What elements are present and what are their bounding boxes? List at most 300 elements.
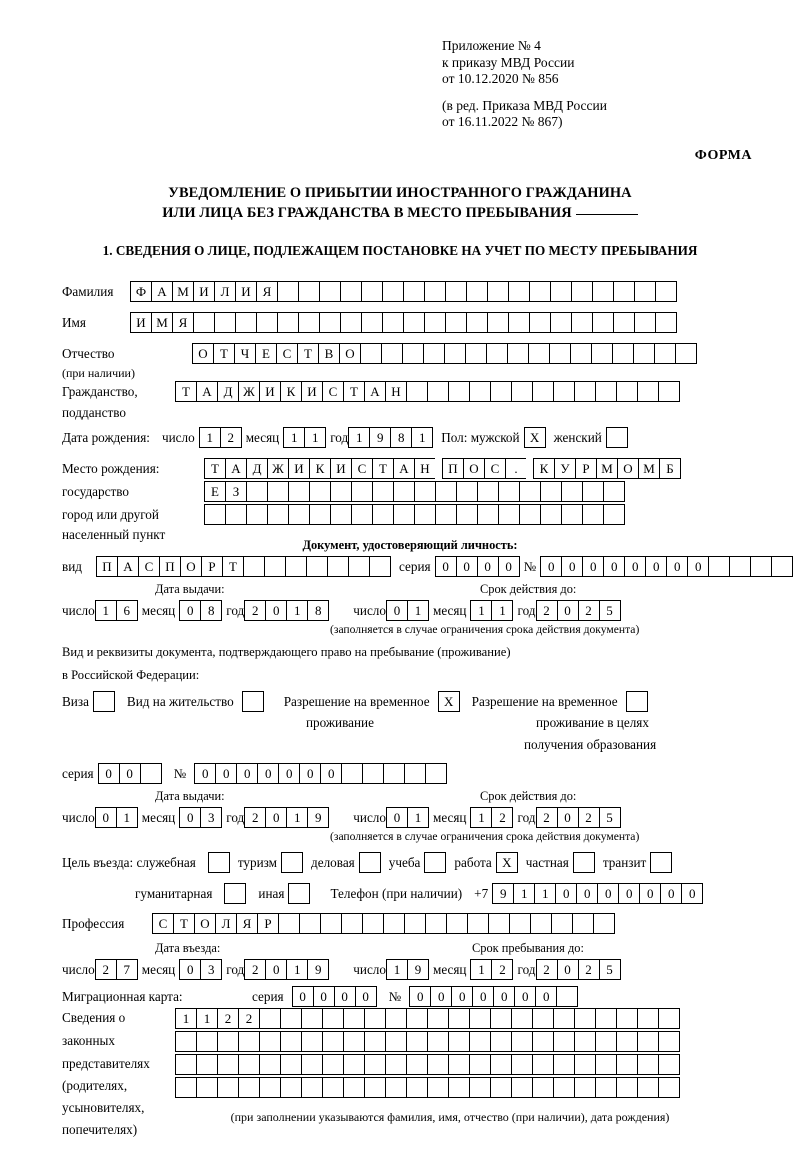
char-cell[interactable]: 0: [451, 986, 473, 1007]
char-cell[interactable]: 0: [456, 556, 478, 577]
char-cell[interactable]: 0: [278, 763, 300, 784]
char-cell[interactable]: [729, 556, 751, 577]
char-cell[interactable]: Л: [214, 281, 236, 302]
char-cell[interactable]: 0: [334, 986, 356, 1007]
char-cell[interactable]: Е: [255, 343, 277, 364]
char-cell[interactable]: [348, 556, 370, 577]
char-cell[interactable]: [385, 1008, 407, 1029]
char-cell[interactable]: [540, 481, 562, 502]
char-cell[interactable]: 0: [355, 986, 377, 1007]
char-cell[interactable]: [490, 381, 512, 402]
char-cell[interactable]: 1: [199, 427, 221, 448]
purpose-other-checkbox[interactable]: [288, 883, 310, 904]
permit-valid-day-cells[interactable]: [386, 807, 429, 828]
char-cell[interactable]: [675, 343, 697, 364]
char-cell[interactable]: М: [638, 458, 660, 479]
char-cell[interactable]: 0: [179, 600, 201, 621]
char-cell[interactable]: 0: [194, 763, 216, 784]
purpose-humanitarian-checkbox[interactable]: [224, 883, 246, 904]
purpose-transit-checkbox[interactable]: [650, 852, 672, 873]
char-cell[interactable]: [385, 1054, 407, 1075]
char-cell[interactable]: [490, 1031, 512, 1052]
char-cell[interactable]: 0: [687, 556, 709, 577]
char-cell[interactable]: 0: [666, 556, 688, 577]
legal-rep-cells-3[interactable]: [175, 1054, 680, 1075]
char-cell[interactable]: 0: [498, 556, 520, 577]
char-cell[interactable]: [193, 312, 215, 333]
char-cell[interactable]: [406, 381, 428, 402]
char-cell[interactable]: [655, 312, 677, 333]
char-cell[interactable]: 0: [95, 807, 117, 828]
char-cell[interactable]: [771, 556, 793, 577]
char-cell[interactable]: [466, 312, 488, 333]
char-cell[interactable]: О: [192, 343, 214, 364]
char-cell[interactable]: [448, 1008, 470, 1029]
char-cell[interactable]: 1: [470, 807, 492, 828]
birthplace-row1-cells[interactable]: [204, 458, 681, 479]
char-cell[interactable]: [267, 481, 289, 502]
char-cell[interactable]: [385, 1077, 407, 1098]
char-cell[interactable]: 0: [603, 556, 625, 577]
stay-day-cells[interactable]: [386, 959, 429, 980]
residence-permit-checkbox[interactable]: [242, 691, 264, 712]
char-cell[interactable]: [445, 312, 467, 333]
char-cell[interactable]: З: [225, 481, 247, 502]
char-cell[interactable]: 2: [491, 959, 513, 980]
char-cell[interactable]: [322, 1008, 344, 1029]
char-cell[interactable]: [238, 1031, 260, 1052]
char-cell[interactable]: [385, 1031, 407, 1052]
entry-day-cells[interactable]: [95, 959, 138, 980]
char-cell[interactable]: [570, 343, 592, 364]
char-cell[interactable]: Я: [256, 281, 278, 302]
char-cell[interactable]: [574, 1054, 596, 1075]
char-cell[interactable]: [435, 481, 457, 502]
char-cell[interactable]: 0: [660, 883, 682, 904]
surname-cells[interactable]: [130, 281, 677, 302]
char-cell[interactable]: А: [151, 281, 173, 302]
char-cell[interactable]: [498, 481, 520, 502]
char-cell[interactable]: [404, 913, 426, 934]
char-cell[interactable]: [340, 312, 362, 333]
char-cell[interactable]: П: [96, 556, 118, 577]
char-cell[interactable]: 0: [576, 883, 598, 904]
char-cell[interactable]: [616, 1008, 638, 1029]
char-cell[interactable]: [259, 1054, 281, 1075]
char-cell[interactable]: [466, 281, 488, 302]
char-cell[interactable]: 0: [257, 763, 279, 784]
char-cell[interactable]: А: [393, 458, 415, 479]
char-cell[interactable]: [616, 1054, 638, 1075]
doc-issue-month-cells[interactable]: [179, 600, 222, 621]
char-cell[interactable]: [488, 913, 510, 934]
char-cell[interactable]: [540, 504, 562, 525]
char-cell[interactable]: [616, 1031, 638, 1052]
char-cell[interactable]: [532, 1008, 554, 1029]
legal-rep-cells-2[interactable]: [175, 1031, 680, 1052]
char-cell[interactable]: [319, 281, 341, 302]
birth-day-cells[interactable]: [199, 427, 242, 448]
char-cell[interactable]: [637, 1054, 659, 1075]
char-cell[interactable]: С: [138, 556, 160, 577]
char-cell[interactable]: [327, 556, 349, 577]
char-cell[interactable]: [427, 1054, 449, 1075]
permit-valid-year-cells[interactable]: [536, 807, 621, 828]
char-cell[interactable]: [637, 1031, 659, 1052]
char-cell[interactable]: О: [463, 458, 485, 479]
char-cell[interactable]: [414, 504, 436, 525]
char-cell[interactable]: [574, 381, 596, 402]
char-cell[interactable]: 0: [430, 986, 452, 1007]
char-cell[interactable]: 2: [95, 959, 117, 980]
char-cell[interactable]: М: [596, 458, 618, 479]
char-cell[interactable]: [364, 1054, 386, 1075]
char-cell[interactable]: 2: [244, 600, 266, 621]
char-cell[interactable]: Т: [204, 458, 226, 479]
char-cell[interactable]: [425, 763, 447, 784]
char-cell[interactable]: [351, 481, 373, 502]
char-cell[interactable]: [572, 913, 594, 934]
char-cell[interactable]: Т: [343, 381, 365, 402]
char-cell[interactable]: [424, 281, 446, 302]
char-cell[interactable]: [511, 1008, 533, 1029]
char-cell[interactable]: 1: [286, 807, 308, 828]
char-cell[interactable]: П: [442, 458, 464, 479]
permit-valid-month-cells[interactable]: [470, 807, 513, 828]
char-cell[interactable]: 9: [369, 427, 391, 448]
char-cell[interactable]: [246, 504, 268, 525]
char-cell[interactable]: 2: [217, 1008, 239, 1029]
char-cell[interactable]: [427, 1031, 449, 1052]
char-cell[interactable]: 0: [215, 763, 237, 784]
char-cell[interactable]: [280, 1077, 302, 1098]
char-cell[interactable]: К: [280, 381, 302, 402]
char-cell[interactable]: Я: [236, 913, 258, 934]
doc-number-cells[interactable]: [540, 556, 793, 577]
migration-series-cells[interactable]: [292, 986, 377, 1007]
char-cell[interactable]: [175, 1077, 197, 1098]
char-cell[interactable]: [509, 913, 531, 934]
char-cell[interactable]: С: [322, 381, 344, 402]
char-cell[interactable]: [381, 343, 403, 364]
char-cell[interactable]: Ж: [238, 381, 260, 402]
char-cell[interactable]: [658, 381, 680, 402]
char-cell[interactable]: [511, 1077, 533, 1098]
char-cell[interactable]: [574, 1031, 596, 1052]
char-cell[interactable]: С: [351, 458, 373, 479]
char-cell[interactable]: [340, 281, 362, 302]
char-cell[interactable]: [490, 1008, 512, 1029]
char-cell[interactable]: О: [180, 556, 202, 577]
char-cell[interactable]: 0: [386, 807, 408, 828]
char-cell[interactable]: Т: [213, 343, 235, 364]
char-cell[interactable]: 0: [624, 556, 646, 577]
char-cell[interactable]: [529, 281, 551, 302]
char-cell[interactable]: О: [339, 343, 361, 364]
char-cell[interactable]: [196, 1031, 218, 1052]
char-cell[interactable]: 5: [599, 807, 621, 828]
char-cell[interactable]: [406, 1077, 428, 1098]
char-cell[interactable]: [341, 913, 363, 934]
char-cell[interactable]: [330, 504, 352, 525]
char-cell[interactable]: Н: [385, 381, 407, 402]
char-cell[interactable]: Т: [222, 556, 244, 577]
doc-issue-year-cells[interactable]: [244, 600, 329, 621]
char-cell[interactable]: [406, 1008, 428, 1029]
char-cell[interactable]: [574, 1077, 596, 1098]
char-cell[interactable]: 8: [200, 600, 222, 621]
char-cell[interactable]: Т: [175, 381, 197, 402]
char-cell[interactable]: 0: [557, 600, 579, 621]
char-cell[interactable]: 1: [116, 807, 138, 828]
char-cell[interactable]: 1: [95, 600, 117, 621]
char-cell[interactable]: [511, 381, 533, 402]
char-cell[interactable]: 1: [175, 1008, 197, 1029]
char-cell[interactable]: Т: [372, 458, 394, 479]
char-cell[interactable]: [456, 481, 478, 502]
char-cell[interactable]: 0: [299, 763, 321, 784]
char-cell[interactable]: [561, 481, 583, 502]
char-cell[interactable]: И: [301, 381, 323, 402]
visa-checkbox[interactable]: [93, 691, 115, 712]
char-cell[interactable]: [238, 1054, 260, 1075]
char-cell[interactable]: [634, 281, 656, 302]
char-cell[interactable]: Т: [297, 343, 319, 364]
char-cell[interactable]: Е: [204, 481, 226, 502]
char-cell[interactable]: 1: [470, 600, 492, 621]
char-cell[interactable]: 1: [286, 959, 308, 980]
char-cell[interactable]: [343, 1077, 365, 1098]
char-cell[interactable]: 1: [411, 427, 433, 448]
char-cell[interactable]: 0: [493, 986, 515, 1007]
char-cell[interactable]: [658, 1077, 680, 1098]
permit-series-cells[interactable]: [98, 763, 162, 784]
char-cell[interactable]: 0: [557, 807, 579, 828]
char-cell[interactable]: И: [259, 381, 281, 402]
char-cell[interactable]: [477, 481, 499, 502]
char-cell[interactable]: 2: [244, 807, 266, 828]
char-cell[interactable]: [364, 1008, 386, 1029]
char-cell[interactable]: [490, 1054, 512, 1075]
char-cell[interactable]: 0: [236, 763, 258, 784]
char-cell[interactable]: И: [330, 458, 352, 479]
char-cell[interactable]: 0: [409, 986, 431, 1007]
char-cell[interactable]: 1: [286, 600, 308, 621]
char-cell[interactable]: Б: [659, 458, 681, 479]
char-cell[interactable]: 2: [536, 807, 558, 828]
char-cell[interactable]: [582, 504, 604, 525]
char-cell[interactable]: [507, 343, 529, 364]
char-cell[interactable]: [406, 1054, 428, 1075]
char-cell[interactable]: Ф: [130, 281, 152, 302]
char-cell[interactable]: М: [151, 312, 173, 333]
char-cell[interactable]: [382, 281, 404, 302]
char-cell[interactable]: [655, 281, 677, 302]
char-cell[interactable]: 1: [407, 600, 429, 621]
char-cell[interactable]: Л: [215, 913, 237, 934]
char-cell[interactable]: [264, 556, 286, 577]
char-cell[interactable]: 0: [98, 763, 120, 784]
char-cell[interactable]: [372, 504, 394, 525]
char-cell[interactable]: [298, 281, 320, 302]
char-cell[interactable]: [414, 481, 436, 502]
char-cell[interactable]: 2: [578, 600, 600, 621]
char-cell[interactable]: [654, 343, 676, 364]
char-cell[interactable]: [435, 504, 457, 525]
char-cell[interactable]: 2: [491, 807, 513, 828]
char-cell[interactable]: [553, 1054, 575, 1075]
doc-series-cells[interactable]: [435, 556, 520, 577]
char-cell[interactable]: [364, 1031, 386, 1052]
char-cell[interactable]: 1: [491, 600, 513, 621]
char-cell[interactable]: [658, 1031, 680, 1052]
char-cell[interactable]: И: [235, 281, 257, 302]
char-cell[interactable]: А: [117, 556, 139, 577]
char-cell[interactable]: [238, 1077, 260, 1098]
char-cell[interactable]: Д: [217, 381, 239, 402]
char-cell[interactable]: [217, 1031, 239, 1052]
legal-rep-cells-1[interactable]: [175, 1008, 680, 1029]
char-cell[interactable]: [343, 1054, 365, 1075]
char-cell[interactable]: [519, 504, 541, 525]
char-cell[interactable]: [361, 312, 383, 333]
char-cell[interactable]: [214, 312, 236, 333]
char-cell[interactable]: Ж: [267, 458, 289, 479]
char-cell[interactable]: С: [484, 458, 506, 479]
char-cell[interactable]: [465, 343, 487, 364]
char-cell[interactable]: [360, 343, 382, 364]
char-cell[interactable]: [246, 481, 268, 502]
char-cell[interactable]: [637, 1077, 659, 1098]
char-cell[interactable]: 9: [307, 959, 329, 980]
char-cell[interactable]: И: [193, 281, 215, 302]
purpose-private-checkbox[interactable]: [573, 852, 595, 873]
char-cell[interactable]: 1: [386, 959, 408, 980]
char-cell[interactable]: [403, 281, 425, 302]
char-cell[interactable]: [603, 481, 625, 502]
char-cell[interactable]: [217, 1054, 239, 1075]
birthplace-row3-cells[interactable]: [204, 504, 625, 525]
char-cell[interactable]: [633, 343, 655, 364]
char-cell[interactable]: [553, 1077, 575, 1098]
temp-residence-checkbox[interactable]: X: [438, 691, 460, 712]
char-cell[interactable]: [393, 481, 415, 502]
char-cell[interactable]: 0: [265, 807, 287, 828]
doc-valid-year-cells[interactable]: [536, 600, 621, 621]
char-cell[interactable]: 0: [561, 556, 583, 577]
char-cell[interactable]: [362, 913, 384, 934]
char-cell[interactable]: [204, 504, 226, 525]
char-cell[interactable]: [278, 913, 300, 934]
char-cell[interactable]: О: [617, 458, 639, 479]
char-cell[interactable]: 1: [348, 427, 370, 448]
char-cell[interactable]: А: [196, 381, 218, 402]
char-cell[interactable]: [256, 312, 278, 333]
char-cell[interactable]: П: [159, 556, 181, 577]
char-cell[interactable]: [528, 343, 550, 364]
permit-number-cells[interactable]: [194, 763, 447, 784]
char-cell[interactable]: [445, 281, 467, 302]
char-cell[interactable]: [343, 1008, 365, 1029]
char-cell[interactable]: [309, 504, 331, 525]
doc-valid-day-cells[interactable]: [386, 600, 429, 621]
char-cell[interactable]: 0: [265, 600, 287, 621]
char-cell[interactable]: В: [318, 343, 340, 364]
purpose-work-checkbox[interactable]: X: [496, 852, 518, 873]
char-cell[interactable]: [277, 312, 299, 333]
char-cell[interactable]: 2: [536, 959, 558, 980]
char-cell[interactable]: [532, 1054, 554, 1075]
char-cell[interactable]: [750, 556, 772, 577]
char-cell[interactable]: 2: [244, 959, 266, 980]
char-cell[interactable]: [532, 1077, 554, 1098]
char-cell[interactable]: О: [194, 913, 216, 934]
char-cell[interactable]: [592, 312, 614, 333]
char-cell[interactable]: [613, 281, 635, 302]
char-cell[interactable]: [467, 913, 489, 934]
char-cell[interactable]: 2: [578, 959, 600, 980]
char-cell[interactable]: [343, 1031, 365, 1052]
permit-issue-day-cells[interactable]: [95, 807, 138, 828]
char-cell[interactable]: [571, 312, 593, 333]
char-cell[interactable]: [593, 913, 615, 934]
char-cell[interactable]: 2: [220, 427, 242, 448]
char-cell[interactable]: [553, 1031, 575, 1052]
char-cell[interactable]: [469, 1077, 491, 1098]
char-cell[interactable]: [351, 504, 373, 525]
char-cell[interactable]: 0: [535, 986, 557, 1007]
char-cell[interactable]: [553, 381, 575, 402]
purpose-study-checkbox[interactable]: [424, 852, 446, 873]
char-cell[interactable]: [486, 343, 508, 364]
char-cell[interactable]: 9: [407, 959, 429, 980]
char-cell[interactable]: [299, 913, 321, 934]
char-cell[interactable]: 9: [492, 883, 514, 904]
char-cell[interactable]: [603, 504, 625, 525]
char-cell[interactable]: 8: [390, 427, 412, 448]
char-cell[interactable]: [456, 504, 478, 525]
char-cell[interactable]: [382, 312, 404, 333]
char-cell[interactable]: [595, 1077, 617, 1098]
char-cell[interactable]: [616, 381, 638, 402]
char-cell[interactable]: [140, 763, 162, 784]
char-cell[interactable]: 0: [557, 959, 579, 980]
char-cell[interactable]: 0: [265, 959, 287, 980]
char-cell[interactable]: [217, 1077, 239, 1098]
char-cell[interactable]: 0: [514, 986, 536, 1007]
char-cell[interactable]: [322, 1031, 344, 1052]
migration-number-cells[interactable]: [409, 986, 578, 1007]
char-cell[interactable]: 0: [386, 600, 408, 621]
char-cell[interactable]: [298, 312, 320, 333]
char-cell[interactable]: [571, 281, 593, 302]
char-cell[interactable]: [393, 504, 415, 525]
char-cell[interactable]: Н: [414, 458, 436, 479]
entry-year-cells[interactable]: [244, 959, 329, 980]
char-cell[interactable]: 2: [238, 1008, 260, 1029]
char-cell[interactable]: [301, 1008, 323, 1029]
char-cell[interactable]: [330, 481, 352, 502]
char-cell[interactable]: [301, 1031, 323, 1052]
char-cell[interactable]: 5: [599, 600, 621, 621]
char-cell[interactable]: [591, 343, 613, 364]
char-cell[interactable]: [448, 1031, 470, 1052]
char-cell[interactable]: [309, 481, 331, 502]
char-cell[interactable]: [383, 763, 405, 784]
char-cell[interactable]: Я: [172, 312, 194, 333]
char-cell[interactable]: И: [130, 312, 152, 333]
char-cell[interactable]: [613, 312, 635, 333]
